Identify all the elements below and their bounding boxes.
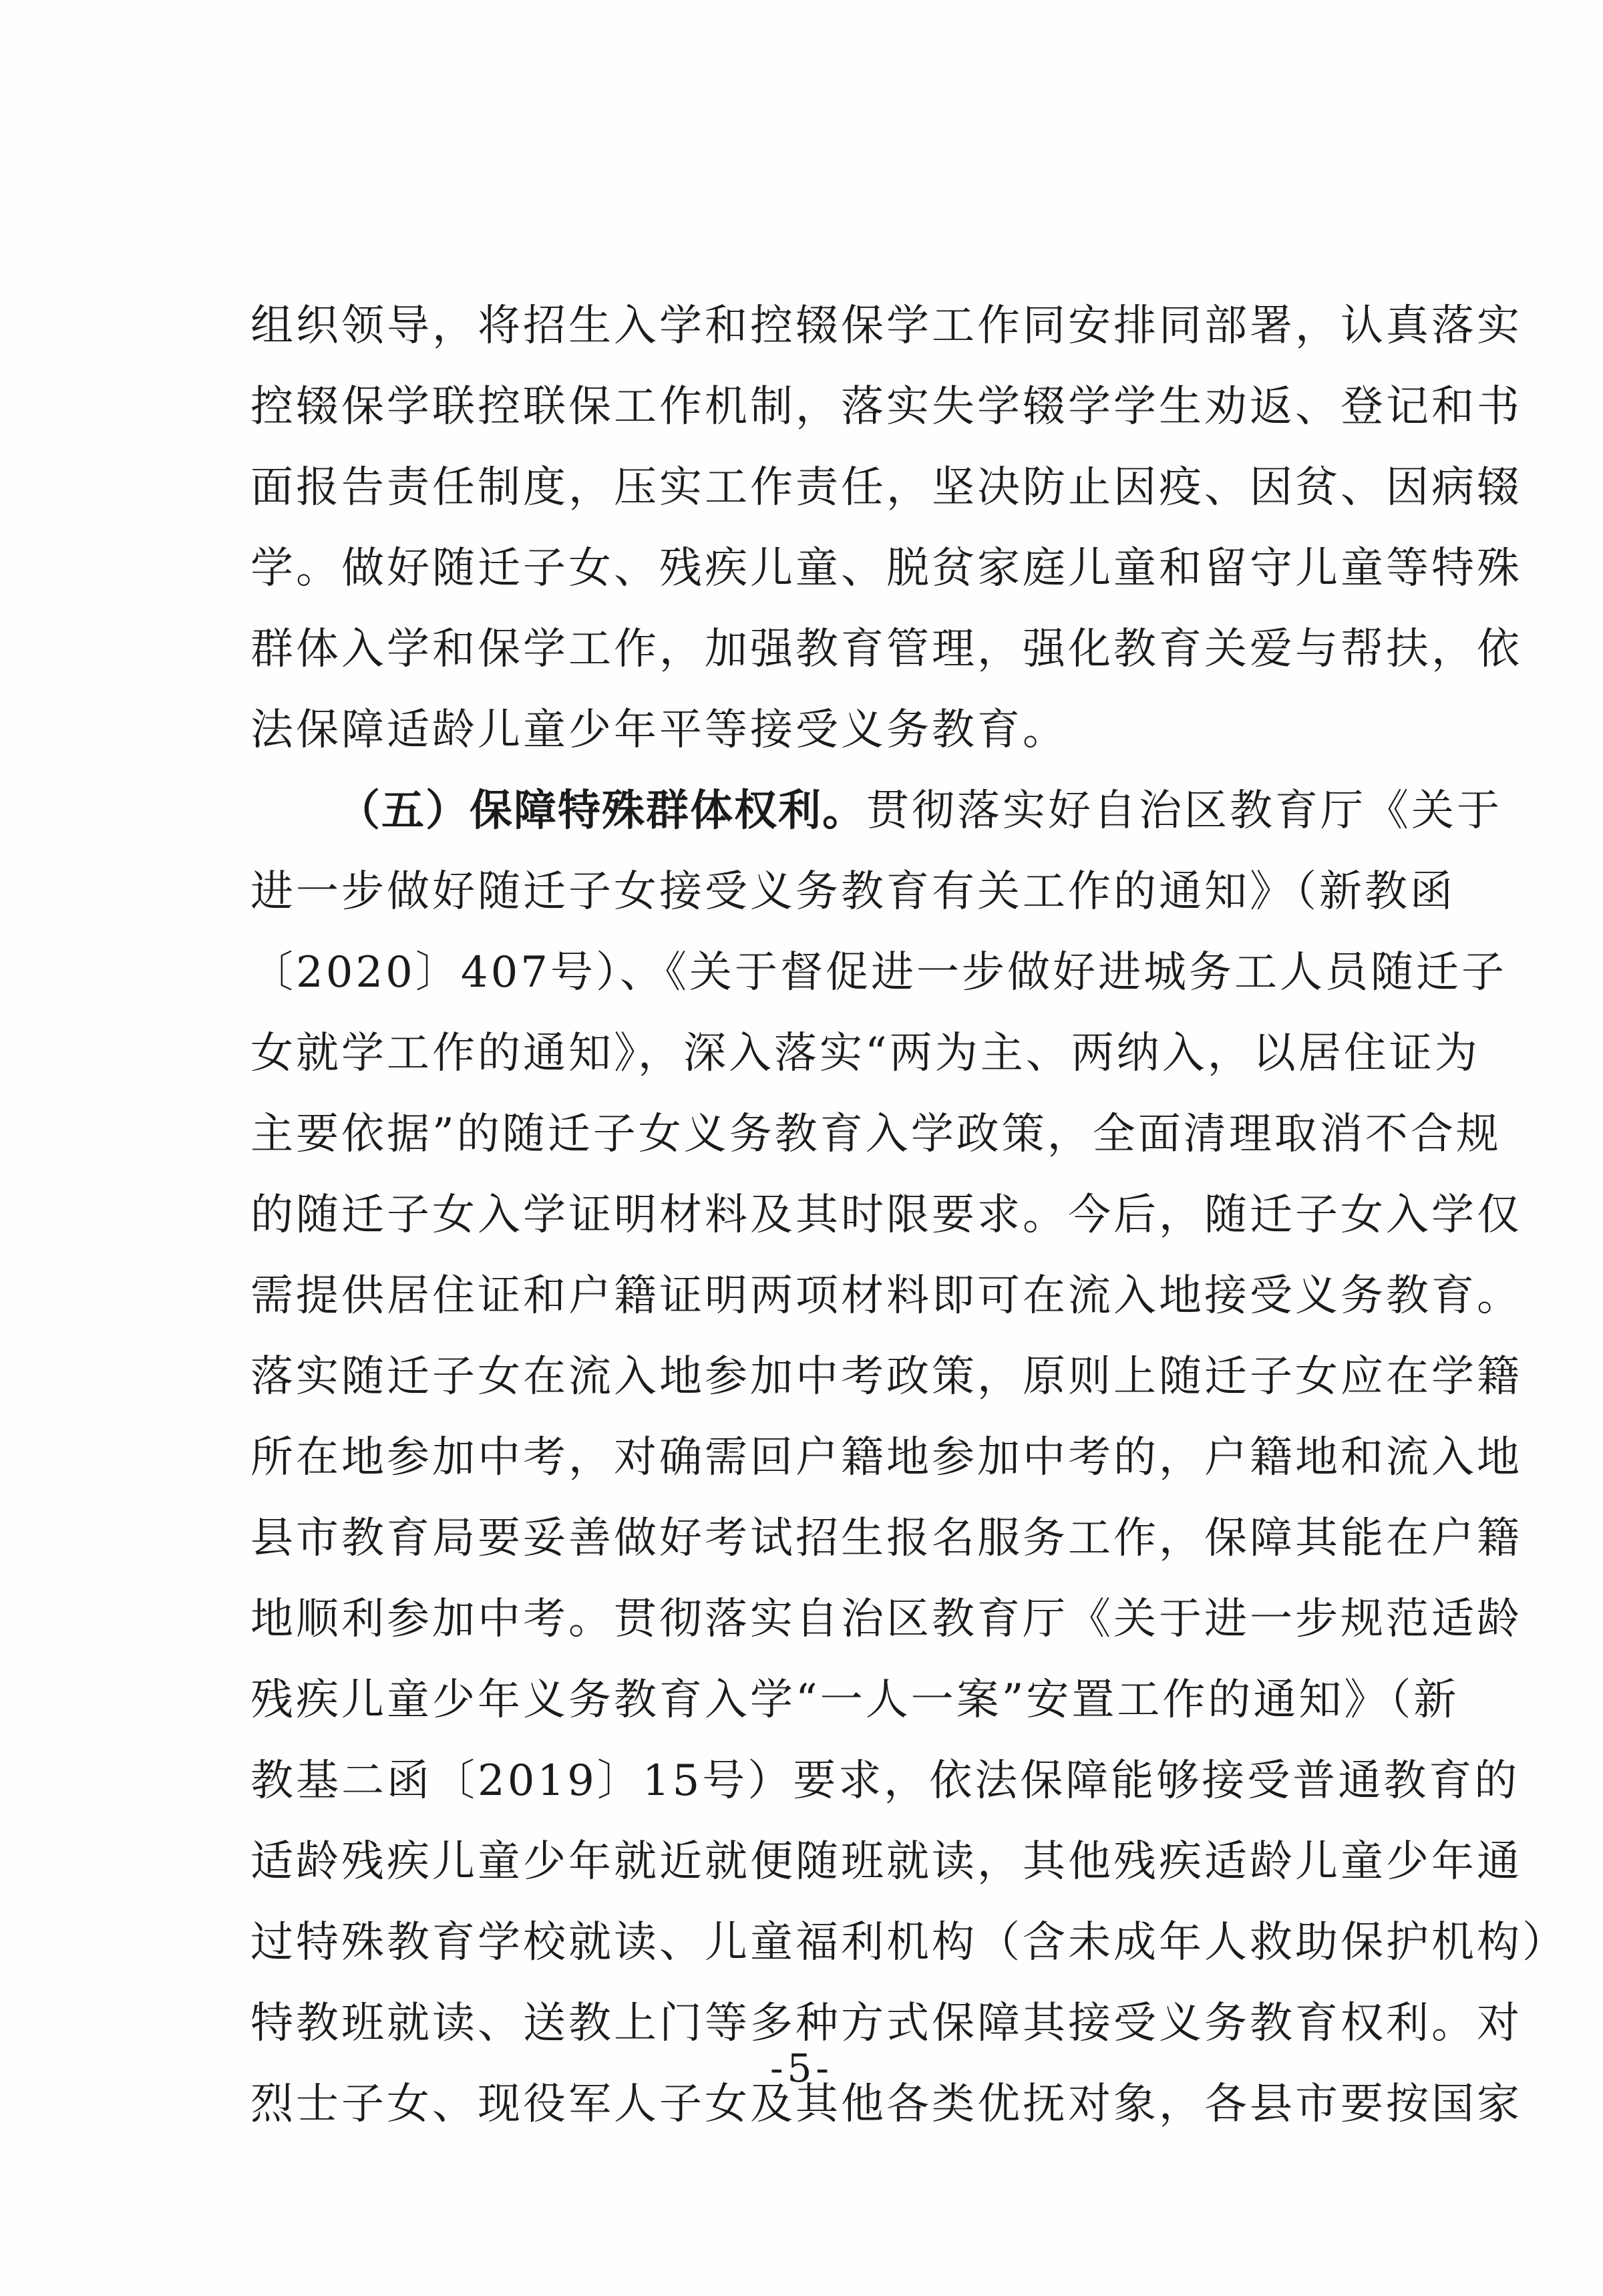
text-line: 女就学工作的通知》，深入落实“两为主、两纳入，以居住证为: [250, 1029, 1480, 1078]
section-first-line: [250, 771, 1502, 852]
text-line: 烈士子女、现役军人子女及其他各类优抚对象，各县市要按国家: [250, 2080, 1522, 2129]
text-line: 控辍保学联控联保工作机制，落实失学辍学学生劝返、登记和书: [250, 382, 1522, 432]
text-line: 地顺利参加中考。贯彻落实自治区教育厅《关于进一步规范适龄: [250, 1595, 1522, 1644]
section-heading: （五）保障特殊群体权利。: [337, 786, 866, 836]
text-line: 的随迁子女入学证明材料及其时限要求。今后，随迁子女入学仅: [250, 1190, 1522, 1240]
text-line: 残疾儿童少年义务教育入学“一人一案”安置工作的通知》（新: [250, 1675, 1459, 1725]
text-line: 需提供居住证和户籍证明两项材料即可在流入地接受义务教育。: [250, 1271, 1522, 1321]
text-line: 主要依据”的随迁子女义务教育入学政策，全面清理取消不合规: [250, 1110, 1501, 1159]
text-line: 特教班就读、送教上门等多种方式保障其接受义务教育权利。对: [250, 1999, 1522, 2048]
text-line: 组织领导，将招生入学和控辍保学工作同安排同部署，认真落实: [250, 301, 1522, 351]
section-first-line-text: 贯彻落实好自治区教育厅《关于: [866, 786, 1502, 836]
text-line: 进一步做好随迁子女接受义务教育有关工作的通知》（新教函: [250, 867, 1455, 917]
text-line: 群体入学和保学工作，加强教育管理，强化教育关爱与帮扶，依: [250, 625, 1522, 674]
text-line: 适龄残疾儿童少年就近就便随班就读，其他残疾适龄儿童少年通: [250, 1837, 1522, 1887]
text-line: 教基二函〔2019〕15号）要求，依法保障能够接受普通教育的: [250, 1756, 1520, 1806]
page-number: -5-: [769, 2045, 834, 2091]
text-line: 面报告责任制度，压实工作责任，坚决防止因疫、因贫、因病辍: [250, 463, 1522, 512]
text-line: 〔2020〕407号）、《关于督促进一步做好进城务工人员随迁子: [250, 948, 1507, 997]
text-line: 所在地参加中考，对确需回户籍地参加中考的，户籍地和流入地: [250, 1433, 1522, 1482]
text-line: 学。做好随迁子女、残疾儿童、脱贫家庭儿童和留守儿童等特殊: [250, 544, 1522, 593]
text-line: 过特殊教育学校就读、儿童福利机构（含未成年人救助保护机构）: [250, 1918, 1568, 1967]
body-text: [250, 286, 1568, 2145]
text-line: 落实随迁子女在流入地参加中考政策，原则上随迁子女应在学籍: [250, 1352, 1522, 1402]
text-line: 县市教育局要妥善做好考试招生报名服务工作，保障其能在户籍: [250, 1514, 1522, 1563]
text-line: 法保障适龄儿童少年平等接受义务教育。: [250, 705, 1068, 755]
